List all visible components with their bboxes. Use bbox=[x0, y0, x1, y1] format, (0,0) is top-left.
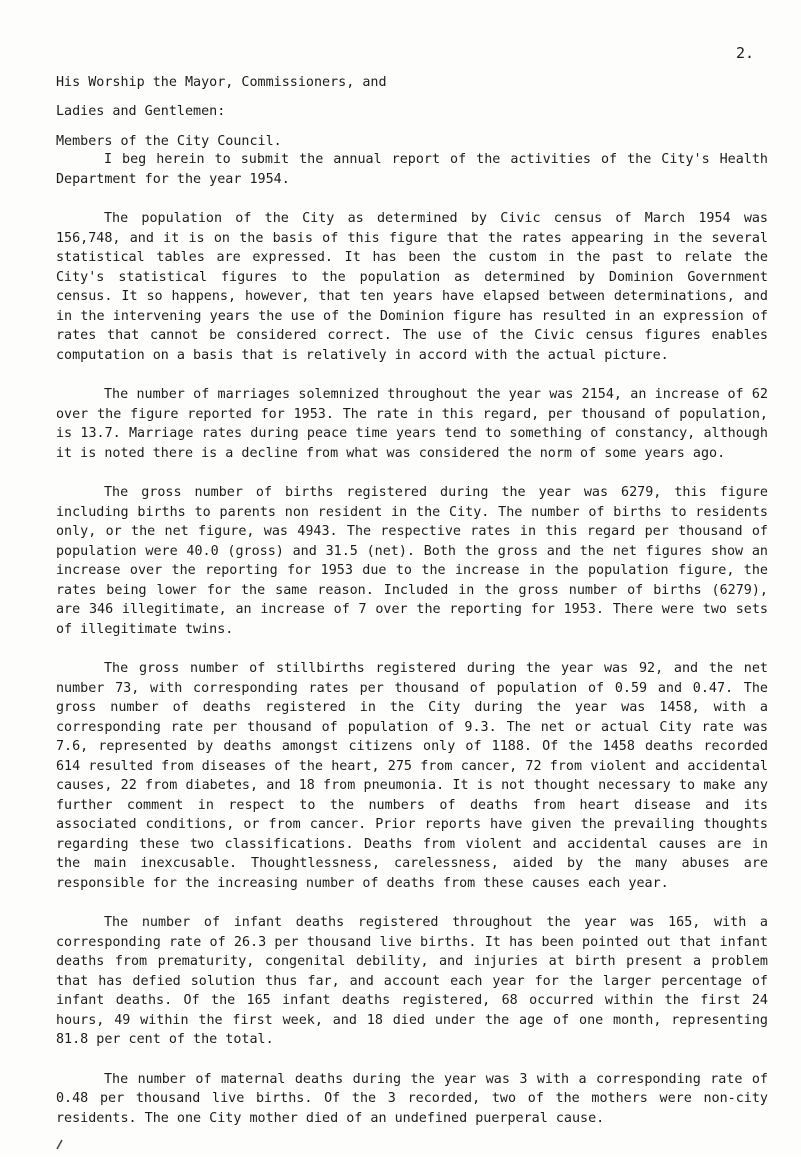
address-line-1: His Worship the Mayor, Commissioners, and bbox=[56, 75, 387, 90]
paragraph-maternal-deaths: The number of maternal deaths during the year was 3 with a corresponding rate of 0.48 per thousand live births. Of the 3 recorded, two of the mothers were non-city residents. The one City mother died of an undefined puerperal cause. bbox=[56, 1071, 768, 1126]
pen-mark-icon bbox=[56, 1138, 64, 1150]
paragraph-intro: I beg herein to submit the annual report of the activities of the City's Health Department for the year 1954. bbox=[56, 152, 768, 187]
paragraph-births: The gross number of births registered during the year was 6279, this figure including births to parents non resident in the City. The number of births to residents only, or the net figure, was 4943. The respective rates in this regard per thousand of population were 40.0 (gross) and 31.5 (net). Both the gross and the net figures show an increase over the reporting for 1953 due to the increase in the population figure, the rates being lower for the same reason. Included in the gross number of births (6279), are 346 illegitimate, an increase of 7 over the reporting for 1953. There were two sets of illegitimate twins. bbox=[56, 485, 768, 637]
paragraph-stillbirths-deaths: The gross number of stillbirths registered during the year was 92, and the net number 73, with corresponding rates per thousand of population of 0.59 and 0.47. The gross number of deaths registered in the City during the year was 1458, with a corresponding rate per thousand of population of 9.3. The net or actual City rate was 7.6, represented by deaths amongst citizens only of 1188. Of the 1458 deaths recorded 614 resulted from diseases of the heart, 275 from cancer, 72 from violent and accidental causes, 22 from diabetes, and 18 from pneumonia. It is not thought necessary to make any further comment in respect to the numbers of deaths from heart disease and its associated conditions, or from cancer. Prior reports have given the prevailing thoughts regarding these two classifications. Deaths from violent and accidental causes are in the main inexcusable. Thoughtlessness, carelessness, aided by the many abuses are responsible for the increasing number of deaths from these causes each year. bbox=[56, 661, 768, 891]
stray-pen-mark bbox=[56, 1137, 64, 1157]
address-line-2: Members of the City Council. bbox=[56, 133, 282, 149]
salutation: Ladies and Gentlemen: bbox=[56, 104, 226, 119]
paragraph-infant-deaths: The number of infant deaths registered throughout the year was 165, with a corresponding rate of 26.3 per thousand live births. It has been pointed out that infant deaths from prematurity, congenital debility, and injuries at birth present a problem that has defied solution thus far, and account each year for the larger percentage of infant deaths. Of the 165 infant deaths registered, 68 occurred within the first 24 hours, 49 within the first week, and 18 died under the age of one month, representing 81.8 per cent of the total. bbox=[56, 915, 768, 1047]
paragraph-population: The population of the City as determined by Civic census of March 1954 was 156,748, and it is on the basis of this figure that the rates appearing in the several statistical tables are expressed. It has been the custom in the past to relate the City's statistical figures to the population as determined by Dominion Government census. It so happens, however, that ten years have elapsed between determinations, and in the intervening years the use of the Dominion figure has resulted in an expression of rates that cannot be considered correct. The use of the Civic census figures enables computation on a basis that is relatively in accord with the actual picture. bbox=[56, 211, 768, 363]
page-number: 2. bbox=[736, 44, 755, 62]
report-body bbox=[56, 150, 768, 1148]
paragraph-marriages: The number of marriages solemnized throughout the year was 2154, an increase of 62 over the figure reported for 1953. The rate in this regard, per thousand of population, is 13.7. Marriage rates during peace time years tend to something of constancy, although it is noted there is a decline from what was considered the norm of some years ago. bbox=[56, 387, 768, 461]
